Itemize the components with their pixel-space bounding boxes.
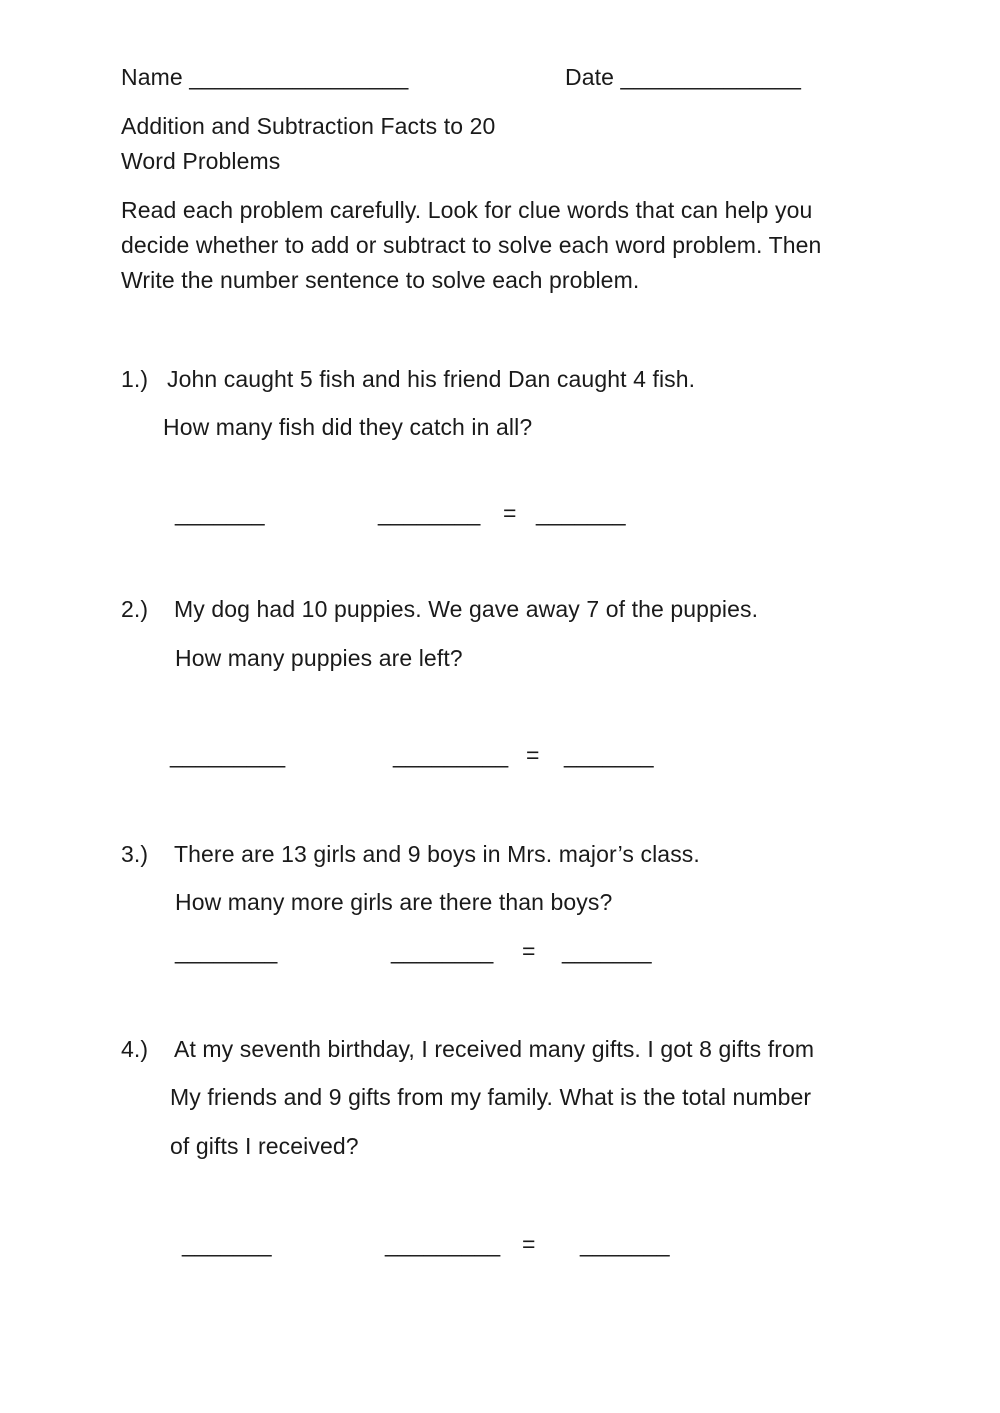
instructions-line-1: Read each problem carefully. Look for clue words that can help you <box>121 197 813 223</box>
problem-text: My friends and 9 gifts from my family. What is the total number <box>170 1084 812 1110</box>
problem-number: 3.) <box>121 841 149 867</box>
problem-text: How many puppies are left? <box>175 645 463 671</box>
problem-text: How many more girls are there than boys? <box>175 889 613 915</box>
problem-text: At my seventh birthday, I received many gifts. I got 8 gifts from <box>174 1036 815 1062</box>
equals-sign: = <box>522 938 536 964</box>
date-field-label: Date ______________ <box>565 64 801 90</box>
answer-blank-3[interactable]: _______ <box>580 1231 670 1257</box>
worksheet-subtitle: Word Problems <box>121 148 281 174</box>
equals-sign: = <box>522 1231 536 1257</box>
problem-text: How many fish did they catch in all? <box>163 414 533 440</box>
name-field-label: Name _________________ <box>121 64 409 90</box>
answer-blank-1[interactable]: _________ <box>170 742 286 768</box>
answer-blank-1[interactable]: _______ <box>175 500 265 526</box>
equals-sign: = <box>503 500 517 526</box>
instructions-line-2: decide whether to add or subtract to solve each word problem. Then <box>121 232 822 258</box>
problem-text: There are 13 girls and 9 boys in Mrs. major’s class. <box>174 841 700 867</box>
problem-number: 4.) <box>121 1036 149 1062</box>
answer-blank-2[interactable]: _________ <box>393 742 509 768</box>
instructions-line-3: Write the number sentence to solve each problem. <box>121 267 640 293</box>
problem-text: John caught 5 fish and his friend Dan caught 4 fish. <box>167 366 696 392</box>
problem-number: 2.) <box>121 596 149 622</box>
answer-blank-1[interactable]: ________ <box>175 938 278 964</box>
problem-number: 1.) <box>121 366 149 392</box>
problem-text: of gifts I received? <box>170 1133 359 1159</box>
answer-blank-2[interactable]: ________ <box>391 938 494 964</box>
equals-sign: = <box>526 742 540 768</box>
answer-blank-3[interactable]: _______ <box>562 938 652 964</box>
answer-blank-3[interactable]: _______ <box>564 742 654 768</box>
worksheet-title: Addition and Subtraction Facts to 20 <box>121 113 496 139</box>
answer-blank-2[interactable]: _________ <box>385 1231 501 1257</box>
problem-text: My dog had 10 puppies. We gave away 7 of the puppies. <box>174 596 759 622</box>
answer-blank-1[interactable]: _______ <box>182 1231 272 1257</box>
answer-blank-2[interactable]: ________ <box>378 500 481 526</box>
answer-blank-3[interactable]: _______ <box>536 500 626 526</box>
